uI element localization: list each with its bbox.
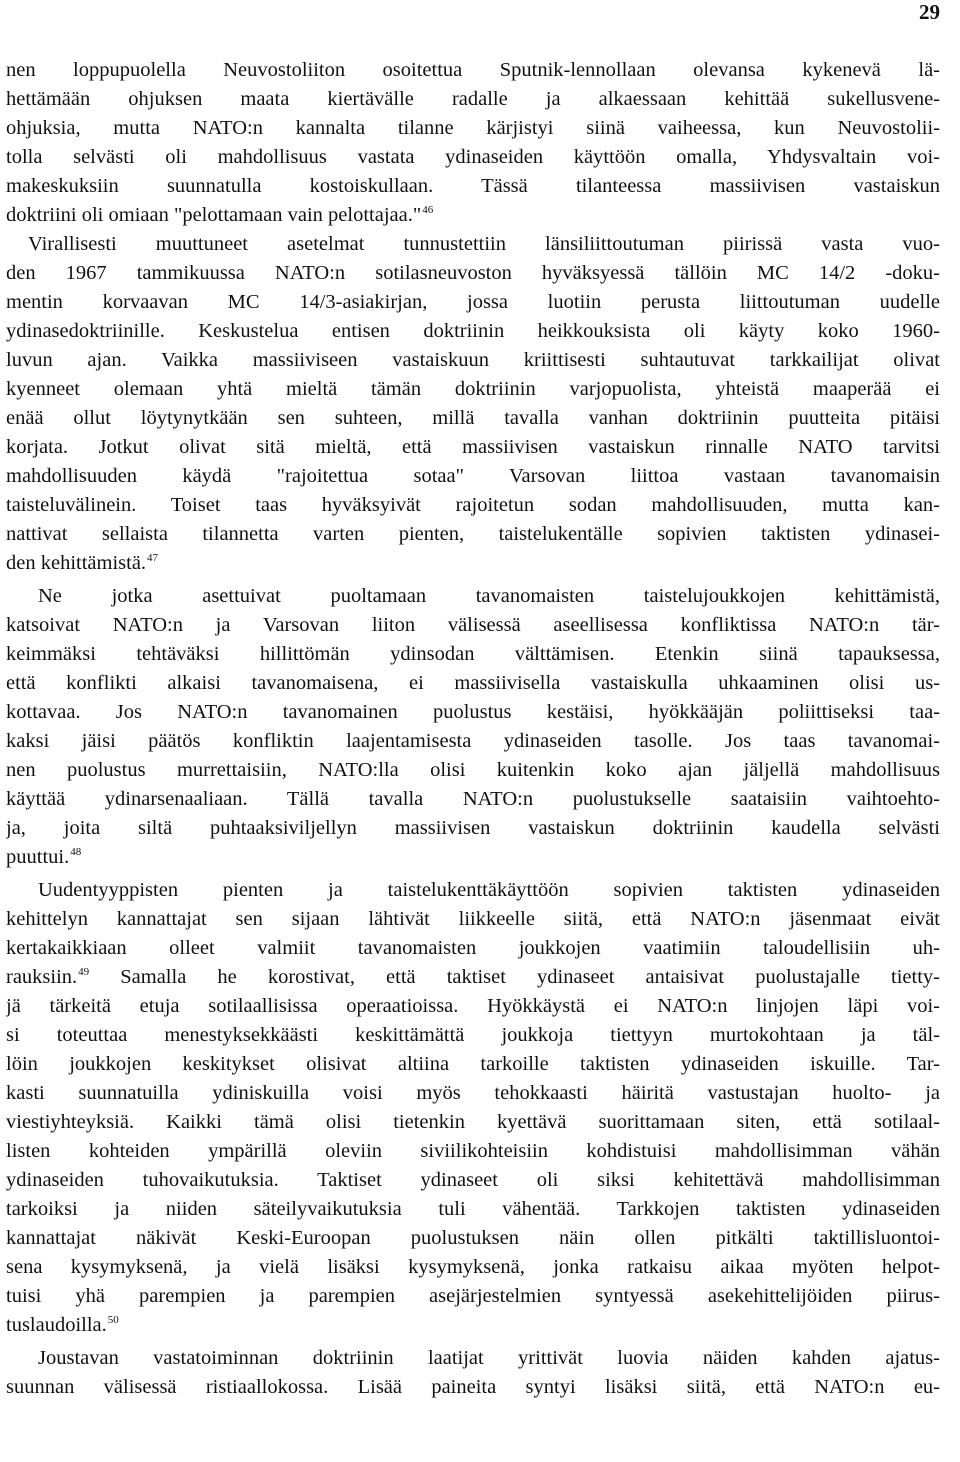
line-text: enää ollut löytynytkään sen suhteen, millä tavalla vanhan doktriinin puutteita pitäisi [6,407,940,429]
text-line [6,230,940,259]
text-line [6,727,940,756]
text-line [6,259,940,288]
text-line [6,934,940,963]
line-text: Joustavan vastatoiminnan doktriinin laatijat yrittivät luovia näiden kahden ajatus- [38,1347,940,1369]
line-text: kertakaikkiaan olleet valmiit tavanomaisten joukkojen vaatimiin taloudellisiin uh- [6,937,940,959]
line-text: keimmäksi tehtäväksi hillittömän ydinsodan välttämisen. Etenkin siinä tapauksessa, [6,643,940,665]
body-text [6,56,940,1402]
line-text: den 1967 tammikuussa NATO:n sotilasneuvoston hyväksyessä tällöin MC 14/2 -doku- [6,262,940,284]
text-line [6,611,940,640]
text-line [6,1311,940,1340]
line-text: ja, joita siltä puhtaaksiviljellyn massiivisen vastaiskun doktriinin kaudella selvästi [6,817,940,839]
page-number: 29 [919,0,940,24]
line-text: Virallisesti muuttuneet asetelmat tunnustettiin länsiliittoutuman piirissä vasta vuo- [28,233,940,255]
text-line [6,288,940,317]
line-text: kannattajat näkivät Keski-Euroopan puolustuksen näin ollen pitkälti taktillisluontoi- [6,1227,940,1249]
line-text: suunnan välisessä ristiaallokossa. Lisää paineita syntyi lisäksi siitä, että NATO:n eu- [6,1376,940,1398]
line-text: ydinaseiden tuhovaikutuksia. Taktiset ydinaseet oli siksi kehitettävä mahdollisimman [6,1169,940,1191]
text-line [6,56,940,85]
line-text: makeskuksiin suunnatulla kostoiskullaan. Tässä tilanteessa massiivisen vastaiskun [6,175,940,197]
line-text-continued: Samalla he korostivat, että taktiset ydinaseet antaisivat puolustajalle tietty- [89,966,940,988]
text-line [6,992,940,1021]
text-line [6,814,940,843]
text-line [6,756,940,785]
line-text: sena kysymyksenä, ja vielä lisäksi kysymyksenä, jonka ratkaisu aikaa myöten helpot- [6,1256,940,1278]
text-line [6,172,940,201]
line-text: luvun ajan. Vaikka massiiviseen vastaiskuun kriittisesti suhtautuvat tarkkailijat olivat [6,349,940,371]
text-line [6,1195,940,1224]
line-text: rauksiin. [6,966,78,988]
text-line [6,963,940,992]
text-line [6,1373,940,1402]
text-line [6,114,940,143]
text-line [6,1108,940,1137]
text-line [6,669,940,698]
text-line [6,876,940,905]
line-text: että konflikti alkaisi tavanomaisena, ei massiivisella vastaiskulla uhkaaminen olisi us- [6,672,940,694]
text-line [6,491,940,520]
text-line [6,1166,940,1195]
text-line [6,143,940,172]
line-text: hettämään ohjuksen maata kiertävälle radalle ja alkaessaan kehittää sukellusvene- [6,88,940,110]
text-line [6,698,940,727]
text-line [6,1282,940,1311]
text-line [6,404,940,433]
footnote-marker: 49 [78,966,90,978]
line-text: tuslaudoilla. [6,1314,107,1336]
text-line [6,1137,940,1166]
text-line [6,201,940,230]
footnote-marker: 50 [107,1314,119,1326]
text-line [6,905,940,934]
text-line [6,433,940,462]
line-text: Ne jotka asettuivat puoltamaan tavanomaisten taistelujoukkojen kehittämistä, [38,585,940,607]
line-text: kaksi jäisi päätös konfliktin laajentamisesta ydinaseiden tasolle. Jos taas tavanomai- [6,730,940,752]
line-text: kasti suunnatuilla ydiniskuilla voisi myös tehokkaasti häiritä vastustajan huolto- ja [6,1082,940,1104]
text-line [6,843,940,872]
line-text: kottavaa. Jos NATO:n tavanomainen puolustus kestäisi, hyökkääjän poliittiseksi taa- [6,701,940,723]
text-line [6,1050,940,1079]
line-text: puuttui. [6,846,70,868]
line-text: nen loppupuolella Neuvostoliiton osoitettua Sputnik-lennollaan olevansa kykenevä lä- [6,59,940,81]
footnote-marker: 48 [70,846,82,858]
line-text: Uudentyyppisten pienten ja taistelukenttäkäyttöön sopivien taktisten ydinaseiden [38,879,940,901]
text-line [6,85,940,114]
line-text: kehittelyn kannattajat sen sijaan lähtivät liikkeelle siitä, että NATO:n jäsenmaat eivät [6,908,940,930]
line-text: nen puolustus murrettaisiin, NATO:lla olisi kuitenkin koko ajan jäljellä mahdollisuus [6,759,940,781]
line-text: taisteluvälinein. Toiset taas hyväksyivät rajoitetun sodan mahdollisuuden, mutta kan- [6,494,940,516]
line-text: listen kohteiden ympärillä oleviin siviilikohteisiin kohdistuisi mahdollisimman vähän [6,1140,940,1162]
text-line [6,640,940,669]
text-line [6,582,940,611]
text-line [6,1224,940,1253]
text-line [6,1253,940,1282]
text-line [6,520,940,549]
line-text: katsoivat NATO:n ja Varsovan liiton välisessä aseellisessa konfliktissa NATO:n tär- [6,614,940,636]
line-text: käyttää ydinarsenaaliaan. Tällä tavalla NATO:n puolustukselle saataisiin vaihtoehto- [6,788,940,810]
text-line [6,785,940,814]
line-text: ohjuksia, mutta NATO:n kannalta tilanne kärjistyi siinä vaiheessa, kun Neuvostolii- [6,117,940,139]
footnote-marker: 47 [147,552,159,564]
line-text: ydinasedoktriinille. Keskustelua entisen doktriinin heikkouksista oli käyty koko 1960- [6,320,940,342]
text-line [6,375,940,404]
line-text: mentin korvaavan MC 14/3-asiakirjan, jossa luotiin perusta liittoutuman uudelle [6,291,940,313]
line-text: tuisi yhä parempien ja parempien asejärjestelmien syntyessä asekehittelijöiden piirus- [6,1285,940,1307]
line-text: den kehittämistä. [6,552,147,574]
text-line [6,549,940,578]
line-text: kyenneet olemaan yhtä mieltä tämän doktriinin varjopuolista, yhteistä maaperää ei [6,378,940,400]
line-text: viestiyhteyksiä. Kaikki tämä olisi tietenkin kyettävä suorittamaan siten, että sotilaal- [6,1111,940,1133]
line-text: korjata. Jotkut olivat sitä mieltä, että massiivisen vastaiskun rinnalle NATO tarvitsi [6,436,940,458]
line-text: tolla selvästi oli mahdollisuus vastata ydinaseiden käyttöön omalla, Yhdysvaltain voi- [6,146,940,168]
line-text: nattivat sellaista tilannetta varten pienten, taistelukentälle sopivien taktisten ydinasei- [6,523,940,545]
line-text: tarkoiksi ja niiden säteilyvaikutuksia tuli vähentää. Tarkkojen taktisten ydinaseiden [6,1198,940,1220]
text-line [6,317,940,346]
line-text: löin joukkojen keskitykset olisivat altiina tarkoille taktisten ydinaseiden iskuille. Tar- [6,1053,940,1075]
text-line [6,1079,940,1108]
footnote-marker: 46 [422,204,434,216]
text-line [6,462,940,491]
text-line [6,346,940,375]
line-text: jä tärkeitä etuja sotilaallisissa operaatioissa. Hyökkäystä ei NATO:n linjojen läpi voi- [6,995,940,1017]
text-line [6,1344,940,1373]
text-line [6,1021,940,1050]
line-text: si toteuttaa menestyksekkäästi keskittämättä joukkoja tiettyyn murtokohtaan ja täl- [6,1024,940,1046]
line-text: doktriini oli omiaan "pelottamaan vain pelottajaa." [6,204,422,226]
line-text: mahdollisuuden käydä "rajoitettua sotaa" Varsovan liittoa vastaan tavanomaisin [6,465,940,487]
